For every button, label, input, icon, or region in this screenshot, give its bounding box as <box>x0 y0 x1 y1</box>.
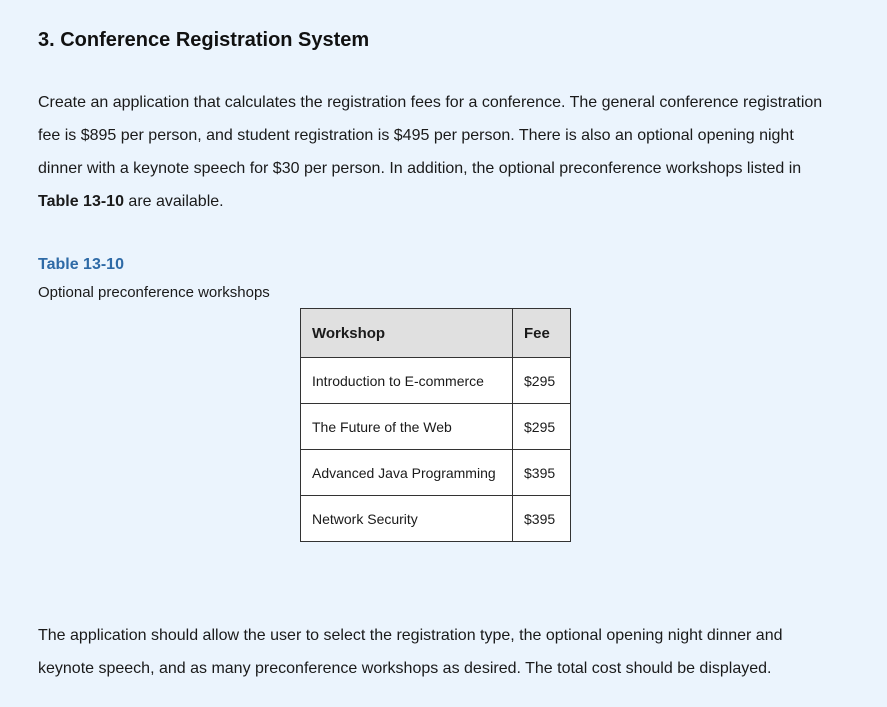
workshop-fee-cell: $295 <box>513 358 571 404</box>
table-row <box>301 358 571 404</box>
table-row <box>301 496 571 542</box>
workshop-name-cell: Advanced Java Programming <box>301 450 513 496</box>
table-row <box>301 404 571 450</box>
page-title: 3. Conference Registration System <box>38 29 370 51</box>
workshop-name-cell: Introduction to E-commerce <box>301 358 513 404</box>
intro-text-before: Create an application that calculates the registration fees for a conference. The general conference registration fee is $895 per person, and student registration is $495 per person. There is also an optional opening night dinner with a keynote speech for $30 per person. In addition, the optional preconference workshops listed in <box>38 94 823 177</box>
table-row <box>301 450 571 496</box>
closing-paragraph: The application should allow the user to select the registration type, the optional opening night dinner and keynote speech, and as many preconference workshops as desired. The total cost should be displayed. <box>38 627 783 677</box>
table-header-row <box>301 309 571 358</box>
workshop-fee-cell: $395 <box>513 496 571 542</box>
table-label: Table 13-10 <box>38 256 124 273</box>
header-workshop: Workshop <box>301 309 513 358</box>
workshops-table <box>300 308 571 542</box>
workshop-name-cell: The Future of the Web <box>301 404 513 450</box>
table-caption: Optional preconference workshops <box>38 284 270 301</box>
table-reference: Table 13-10 <box>38 193 124 210</box>
workshop-fee-cell: $295 <box>513 404 571 450</box>
workshop-name-cell: Network Security <box>301 496 513 542</box>
intro-text-after: are available. <box>123 193 224 210</box>
intro-paragraph <box>38 86 828 218</box>
workshop-fee-cell: $395 <box>513 450 571 496</box>
header-fee: Fee <box>513 309 571 358</box>
